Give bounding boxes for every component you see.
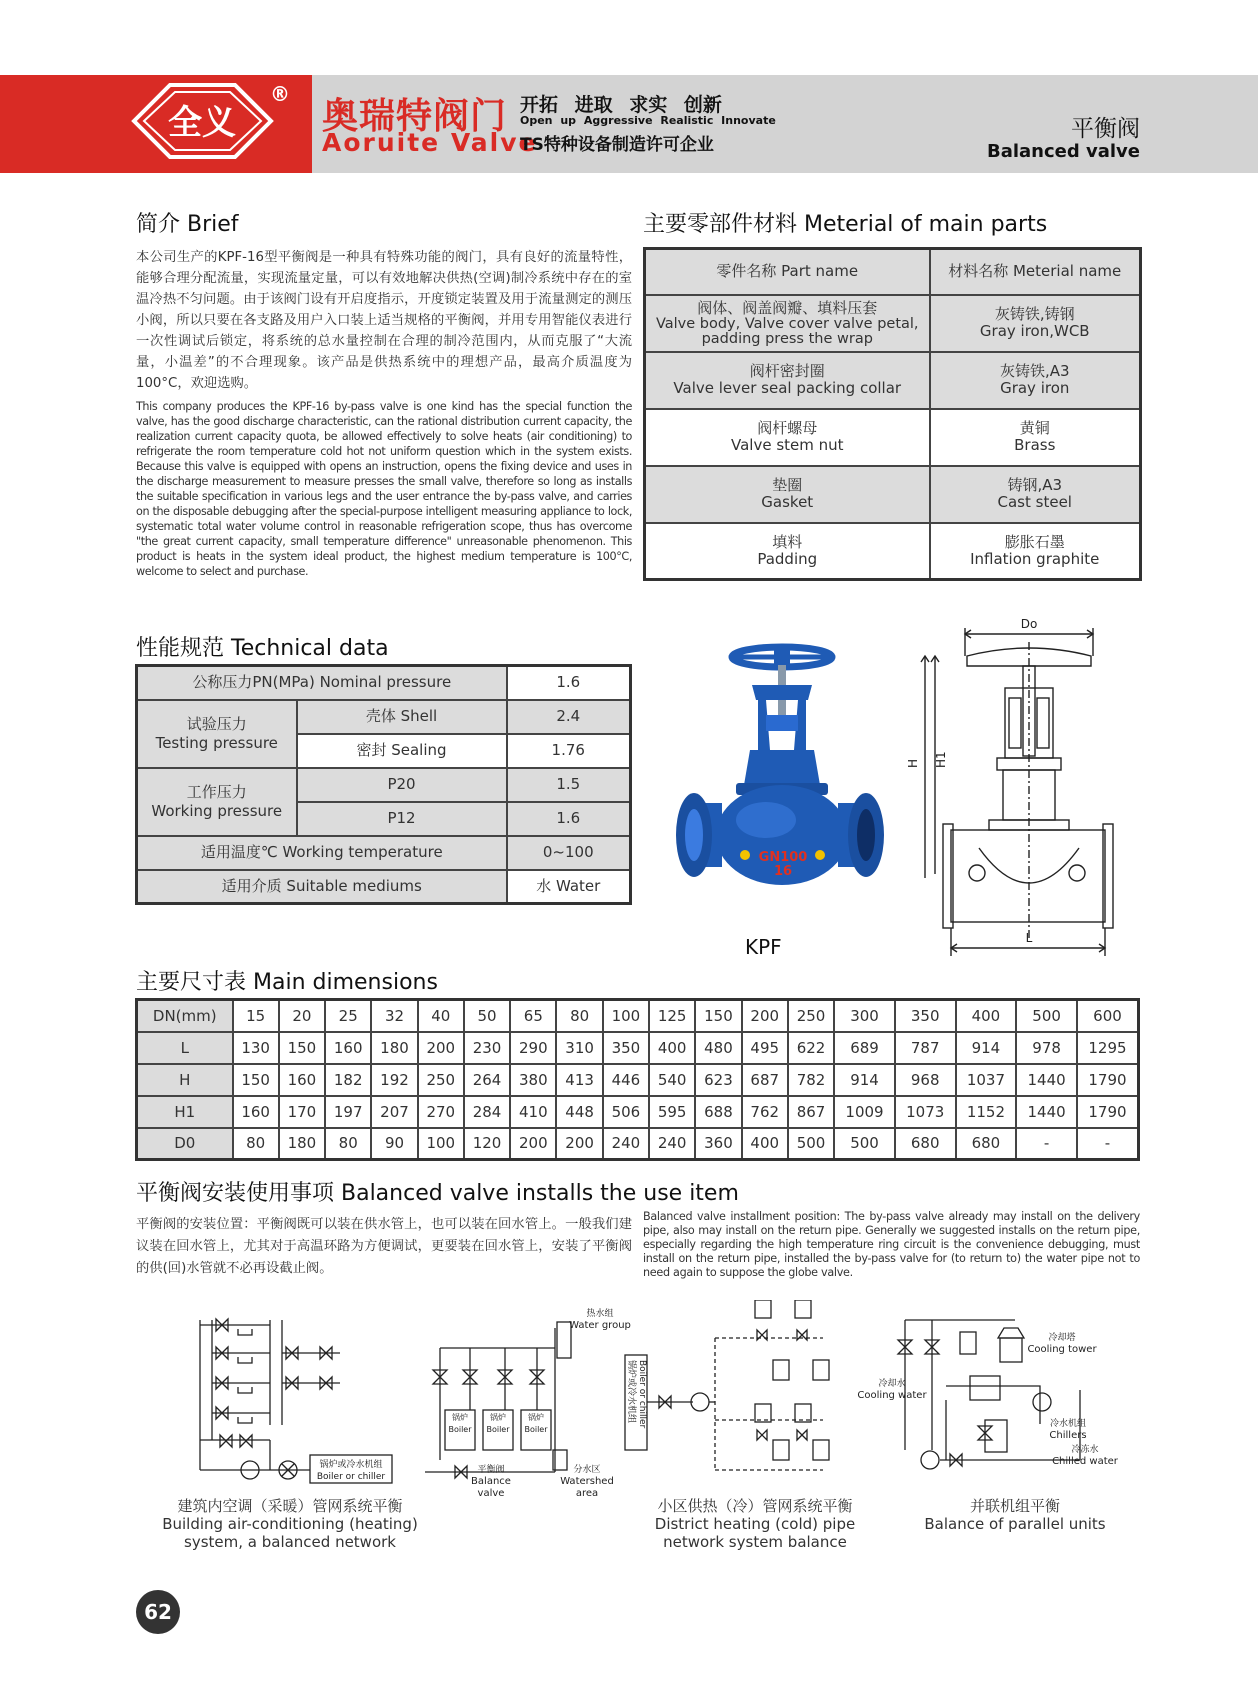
brief-text-cn: 本公司生产的KPF-16型平衡阀是一种具有特殊功能的阀门，具有良好的流量特性，能够合理分配流量，实现流量定量，可以有效地解决供热(空调)制冷系统中存在的室温冷热不匀问题。由于该阀门设有开启度指示，开度锁定装置及用于流量测定的测压小阀，所以只要在各支路及用户入口装上适当规格的平衡阀，并用专用智能仪表进行一次性调试后锁定，将系统的总水量控制在合理的制冷范围内，从而克服了“大流量，小温差”的不合理现象。该产品是供热系统中的理想产品，最高介质温度为100°C，欢迎选购。 — [136, 250, 632, 391]
parts-row — [645, 409, 1141, 466]
d2-boiler-en: Boiler — [448, 1425, 472, 1434]
dims-cell: 120 — [464, 1128, 510, 1160]
dims-cell: 622 — [788, 1032, 834, 1064]
part-cell — [645, 466, 930, 523]
d2-boiler-cn: 锅炉 — [528, 1413, 544, 1422]
dims-cell: 400 — [649, 1032, 695, 1064]
d4-tower-cn: 冷却塔 — [1048, 1333, 1076, 1343]
dims-cell: 200 — [556, 1128, 602, 1160]
material-en: Gray iron — [1000, 379, 1070, 397]
testing-label-cn: 试验压力 — [186, 714, 247, 733]
parts-table — [643, 247, 1142, 581]
photo-caption: KPF — [745, 935, 782, 959]
material-cell — [930, 352, 1141, 409]
dims-cell: 688 — [695, 1096, 741, 1128]
parts-row — [645, 523, 1141, 580]
dims-cell: 914 — [956, 1032, 1017, 1064]
product-title-cn: 平衡阀 — [1071, 116, 1140, 142]
tech-row — [137, 836, 631, 870]
dims-cell: 400 — [956, 1000, 1017, 1032]
dims-cell: 540 — [649, 1064, 695, 1096]
part-name-cn: 填料 — [772, 532, 803, 551]
tech-row — [137, 870, 631, 904]
dims-cell: 600 — [1077, 1000, 1139, 1032]
brief-text-en: This company produces the KPF-16 by-pass valve is one kind has the special function the valve, has the good discharge characteristic, can the rational distribution current capacity, the realization current capacity quota, be allowed effectively to solve heats (air conditioning) to refrigerate the room temperature cold hot not uniform question which in the system exists. Because this valve is equipped with opens an instruction, opens the fixing device and uses in the discharge measurement to measure presses the small valve, therefore so long as installs the suitable specification in various legs and the user entrance the by-pass valve, and carries on the disposable debugging after the special-purpose intelligent measuring appliance to lock, systematic total water volume control in reasonable refrigeration scope, thus has overcome "the great current capacity, small temperature difference" unreasonable phenomenon. This product is heats in the system ideal product, the highest medium temperature is 100°C, welcome to select and purchase. — [136, 400, 632, 578]
d2-balance-cn: 平衡阀 — [477, 1465, 505, 1475]
sealing-value: 1.76 — [507, 734, 631, 768]
tech-title: 性能规范 Technical data — [136, 636, 389, 661]
dims-cell: 200 — [742, 1000, 788, 1032]
material-en: Gray iron,WCB — [979, 322, 1090, 340]
material-cn: 黄铜 — [1019, 419, 1050, 437]
nominal-value: 1.6 — [507, 666, 631, 700]
dims-cell: 1790 — [1077, 1064, 1139, 1096]
logo-text: 全义 — [168, 103, 236, 143]
dims-cell: 787 — [895, 1032, 956, 1064]
dims-cell: 130 — [233, 1032, 279, 1064]
dims-cell: 32 — [371, 1000, 417, 1032]
caption-line: system, a balanced network — [184, 1533, 396, 1551]
parts-header-row — [645, 249, 1141, 295]
dims-cell: 500 — [834, 1128, 895, 1160]
part-name-cn: 阀杆螺母 — [757, 419, 818, 437]
tech-row — [137, 666, 631, 700]
install-text-cn: 平衡阀的安装位置：平衡阀既可以装在供水管上，也可以装在回水管上。一般我们建议装在回水管上，尤其对于高温环路为方便调试，更要装在回水管上，安装了平衡阀的供(回)水管就不必再设截止阀。 — [136, 1217, 632, 1276]
dims-cell: 1295 — [1077, 1032, 1139, 1064]
dims-cell: 1073 — [895, 1096, 956, 1128]
temp-label: 适用温度℃ Working temperature — [137, 836, 507, 870]
dims-cell: 100 — [418, 1128, 464, 1160]
part-cell — [645, 523, 930, 580]
slogan-en: Open up Aggressive Realistic Innovate — [520, 114, 776, 127]
valve-drawing — [905, 618, 1120, 958]
d2-boiler-cn: 锅炉 — [490, 1413, 506, 1422]
slogan-certification: TS特种设备制造许可企业 — [520, 135, 714, 155]
dims-cell: 284 — [464, 1096, 510, 1128]
part-name-en: Valve lever seal packing collar — [673, 379, 902, 397]
dims-cell: - — [1016, 1128, 1077, 1160]
d3-vertical-cn: 锅炉或冷水机组 — [626, 1360, 636, 1424]
dims-row-label: D0 — [137, 1128, 233, 1160]
d2-water-group-cn: 热水组 — [586, 1309, 614, 1319]
dims-cell: 25 — [325, 1000, 371, 1032]
dims-cell: 360 — [695, 1128, 741, 1160]
dims-cell: 160 — [325, 1032, 371, 1064]
dims-cell: 160 — [233, 1096, 279, 1128]
material-cn: 灰铸铁,A3 — [999, 362, 1070, 380]
caption-line: 并联机组平衡 — [969, 1497, 1060, 1515]
install-title: 平衡阀安装使用事项 Balanced valve installs the use item — [136, 1181, 739, 1206]
dims-cell: 150 — [233, 1064, 279, 1096]
material-cn: 铸钢,A3 — [1007, 476, 1063, 494]
dims-cell: 80 — [556, 1000, 602, 1032]
valve-marking-2: 16 — [773, 864, 793, 879]
part-name-en: Gasket — [761, 493, 814, 511]
dims-cell: 182 — [325, 1064, 371, 1096]
material-en: Brass — [1014, 436, 1056, 454]
testing-label — [137, 700, 297, 768]
dims-row — [137, 1064, 1139, 1096]
dim-label-h1: H1 — [934, 751, 948, 768]
part-name-en: Valve body, Valve cover valve petal, padding press the wrap — [655, 315, 919, 347]
dims-cell: 207 — [371, 1096, 417, 1128]
brief-title: 简介 Brief — [136, 212, 239, 237]
dims-cell: 197 — [325, 1096, 371, 1128]
dims-cell: 689 — [834, 1032, 895, 1064]
dims-cell: 200 — [418, 1032, 464, 1064]
dims-cell: 20 — [279, 1000, 325, 1032]
p12-value: 1.6 — [507, 802, 631, 836]
product-title-en: Balanced valve — [986, 141, 1140, 162]
dims-cell: 160 — [279, 1064, 325, 1096]
diagram-district — [623, 1300, 838, 1495]
shell-value: 2.4 — [507, 700, 631, 734]
parts-header-material: 材料名称 Meterial name — [930, 249, 1141, 295]
dims-cell: 446 — [603, 1064, 649, 1096]
dims-cell: 595 — [649, 1096, 695, 1128]
diagram-building — [190, 1305, 405, 1485]
dims-cell: 230 — [464, 1032, 510, 1064]
registered-mark: ® — [270, 82, 290, 106]
working-label-cn: 工作压力 — [186, 782, 247, 801]
dims-cell: 680 — [956, 1128, 1017, 1160]
dims-cell: 290 — [510, 1032, 556, 1064]
diagram-boilers — [415, 1300, 640, 1510]
dims-cell: 15 — [233, 1000, 279, 1032]
d1-boiler-cn: 锅炉或冷水机组 — [319, 1460, 383, 1470]
diagram-parallel — [850, 1300, 1120, 1495]
dim-label-l: L — [1025, 931, 1033, 945]
dims-cell: 150 — [695, 1000, 741, 1032]
diagram-building-caption — [140, 1497, 440, 1551]
valve-photo — [670, 635, 885, 925]
d4-cw-cn: 冷却水 — [878, 1379, 906, 1389]
dims-cell: 1037 — [956, 1064, 1017, 1096]
brand-logo — [130, 80, 275, 162]
sealing-label: 密封 Sealing — [297, 734, 507, 768]
dims-row — [137, 1032, 1139, 1064]
dims-cell: 380 — [510, 1064, 556, 1096]
dims-row-label: H — [137, 1064, 233, 1096]
d3-vertical-en: Boiler or chiller — [637, 1360, 647, 1429]
dims-cell: 310 — [556, 1032, 602, 1064]
part-name-cn: 阀体、阀盖阀瓣、填料压套 — [697, 298, 878, 317]
dims-cell: 623 — [695, 1064, 741, 1096]
dims-cell: 125 — [649, 1000, 695, 1032]
dims-cell: 65 — [510, 1000, 556, 1032]
material-en: Cast steel — [997, 493, 1072, 511]
dims-cell: 978 — [1016, 1032, 1077, 1064]
d2-boiler-en: Boiler — [486, 1425, 510, 1434]
part-name-cn: 阀杆密封圈 — [749, 362, 825, 380]
working-label-en: Working pressure — [151, 801, 283, 820]
dims-cell: 264 — [464, 1064, 510, 1096]
d1-boiler-en: Boiler or chiller — [316, 1472, 386, 1482]
diagram-district-caption — [620, 1497, 890, 1551]
p20-value: 1.5 — [507, 768, 631, 802]
dims-cell: 40 — [418, 1000, 464, 1032]
p12-label: P12 — [297, 802, 507, 836]
caption-line: Building air-conditioning (heating) — [162, 1515, 418, 1533]
parts-row — [645, 352, 1141, 409]
caption-line: District heating (cold) pipe — [654, 1515, 856, 1533]
dims-cell: 1009 — [834, 1096, 895, 1128]
material-cell — [930, 466, 1141, 523]
dims-cell: 240 — [649, 1128, 695, 1160]
part-cell — [645, 352, 930, 409]
dims-cell: 480 — [695, 1032, 741, 1064]
dims-cell: 350 — [603, 1032, 649, 1064]
dims-cell: 250 — [788, 1000, 834, 1032]
dims-cell: 300 — [834, 1000, 895, 1032]
parts-title: 主要零部件材料 Meterial of main parts — [643, 212, 1048, 237]
dims-cell: 782 — [788, 1064, 834, 1096]
dims-cell: 200 — [510, 1128, 556, 1160]
d2-boiler-cn: 锅炉 — [452, 1413, 468, 1422]
p20-label: P20 — [297, 768, 507, 802]
valve-marking-1: GN100 — [758, 850, 808, 865]
dims-cell: 410 — [510, 1096, 556, 1128]
dims-cell: 506 — [603, 1096, 649, 1128]
brand-name-cn: 奥瑞特阀门 — [322, 96, 508, 137]
material-cell — [930, 295, 1141, 352]
dims-title: 主要尺寸表 Main dimensions — [136, 970, 438, 995]
dims-cell: 867 — [788, 1096, 834, 1128]
dims-cell: 680 — [895, 1128, 956, 1160]
tech-row — [137, 768, 631, 802]
dims-cell: 500 — [788, 1128, 834, 1160]
working-label — [137, 768, 297, 836]
dims-cell: 170 — [279, 1096, 325, 1128]
d2-area-en2: area — [575, 1488, 599, 1499]
dims-row — [137, 1000, 1139, 1032]
dims-cell: 350 — [895, 1000, 956, 1032]
dims-cell: 80 — [233, 1128, 279, 1160]
dims-cell: 180 — [371, 1032, 417, 1064]
dims-cell: 914 — [834, 1064, 895, 1096]
dims-cell: 100 — [603, 1000, 649, 1032]
material-en: Inflation graphite — [970, 549, 1100, 568]
shell-label: 壳体 Shell — [297, 700, 507, 734]
part-name-en: Valve stem nut — [730, 436, 844, 454]
caption-line: Balance of parallel units — [924, 1515, 1106, 1533]
temp-value: 0~100 — [507, 836, 631, 870]
dims-cell: 250 — [418, 1064, 464, 1096]
dims-cell: 1440 — [1016, 1064, 1077, 1096]
caption-line: network system balance — [663, 1533, 847, 1551]
page-number: 62 — [136, 1590, 180, 1634]
dims-cell: 192 — [371, 1064, 417, 1096]
part-name-cn: 垫圈 — [772, 476, 803, 494]
d4-cw-en: Cooling water — [857, 1390, 927, 1401]
dims-cell: 448 — [556, 1096, 602, 1128]
install-text-en: Balanced valve installment position: The by-pass valve already may install on the delivery pipe, also may install on the return pipe. Generally we suggested installs on the return pipe, especially regarding the high temperature ring circuit is the convenience debugging, must install on the return pipe, installed the by-pass valve for (to return to) the water pipe not to need again to suppose the globe valve. — [643, 1210, 1140, 1279]
dims-cell: 90 — [371, 1128, 417, 1160]
dims-cell: 400 — [742, 1128, 788, 1160]
d4-chw-cn: 冷冻水 — [1071, 1445, 1099, 1455]
dims-cell: 80 — [325, 1128, 371, 1160]
d2-area-cn: 分水区 — [573, 1465, 601, 1475]
d4-chiller-cn: 冷水机组 — [1049, 1419, 1087, 1429]
caption-line: 建筑内空调（采暖）管网系统平衡 — [177, 1497, 403, 1515]
dims-cell: - — [1077, 1128, 1139, 1160]
d2-water-group-en: Water group — [569, 1320, 631, 1331]
dims-row — [137, 1096, 1139, 1128]
material-cn: 灰铸铁,铸钢 — [994, 305, 1075, 323]
dim-label-h: H — [906, 758, 920, 768]
dims-cell: 495 — [742, 1032, 788, 1064]
testing-label-en: Testing pressure — [155, 733, 278, 752]
parts-header-part: 零件名称 Part name — [645, 249, 930, 295]
parts-row — [645, 466, 1141, 523]
nominal-label: 公称压力PN(MPa) Nominal pressure — [137, 666, 507, 700]
dims-row-label: DN(mm) — [137, 1000, 233, 1032]
tech-row — [137, 700, 631, 734]
part-cell — [645, 409, 930, 466]
d4-chw-en: Chilled water — [1052, 1456, 1118, 1467]
dims-table — [135, 998, 1140, 1161]
diagram-parallel-caption — [900, 1497, 1130, 1533]
medium-value: 水 Water — [507, 870, 631, 904]
part-cell — [645, 295, 930, 352]
material-cell — [930, 523, 1141, 580]
part-name-en: Padding — [757, 549, 818, 568]
dims-row-label: H1 — [137, 1096, 233, 1128]
d2-boiler-en: Boiler — [524, 1425, 548, 1434]
dims-cell: 270 — [418, 1096, 464, 1128]
dims-cell: 1790 — [1077, 1096, 1139, 1128]
tech-table — [135, 664, 632, 905]
dims-row — [137, 1128, 1139, 1160]
dims-table-body — [137, 1000, 1139, 1160]
dims-cell: 968 — [895, 1064, 956, 1096]
dims-cell: 762 — [742, 1096, 788, 1128]
dims-cell: 413 — [556, 1064, 602, 1096]
d4-chiller-en: Chillers — [1049, 1430, 1087, 1441]
brand-name-en: Aoruite Valve — [322, 128, 538, 157]
dims-row-label: L — [137, 1032, 233, 1064]
dims-cell: 500 — [1016, 1000, 1077, 1032]
dims-cell: 687 — [742, 1064, 788, 1096]
caption-line: 小区供热（冷）管网系统平衡 — [657, 1497, 853, 1515]
dims-cell: 240 — [603, 1128, 649, 1160]
d2-balance-en: Balance — [471, 1476, 511, 1487]
slogan-cn: 开拓 进取 求实 创新 — [520, 94, 722, 116]
material-cn: 膨胀石墨 — [1004, 532, 1065, 551]
d2-balance-en2: valve — [477, 1488, 505, 1499]
parts-row — [645, 295, 1141, 352]
d4-tower-en: Cooling tower — [1027, 1344, 1097, 1355]
dims-cell: 50 — [464, 1000, 510, 1032]
dims-cell: 1152 — [956, 1096, 1017, 1128]
dims-cell: 180 — [279, 1128, 325, 1160]
dims-cell: 1440 — [1016, 1096, 1077, 1128]
medium-label: 适用介质 Suitable mediums — [137, 870, 507, 904]
dim-label-do: Do — [1020, 618, 1038, 631]
material-cell — [930, 409, 1141, 466]
d2-area-en: Watershed — [560, 1476, 614, 1487]
dims-cell: 150 — [279, 1032, 325, 1064]
